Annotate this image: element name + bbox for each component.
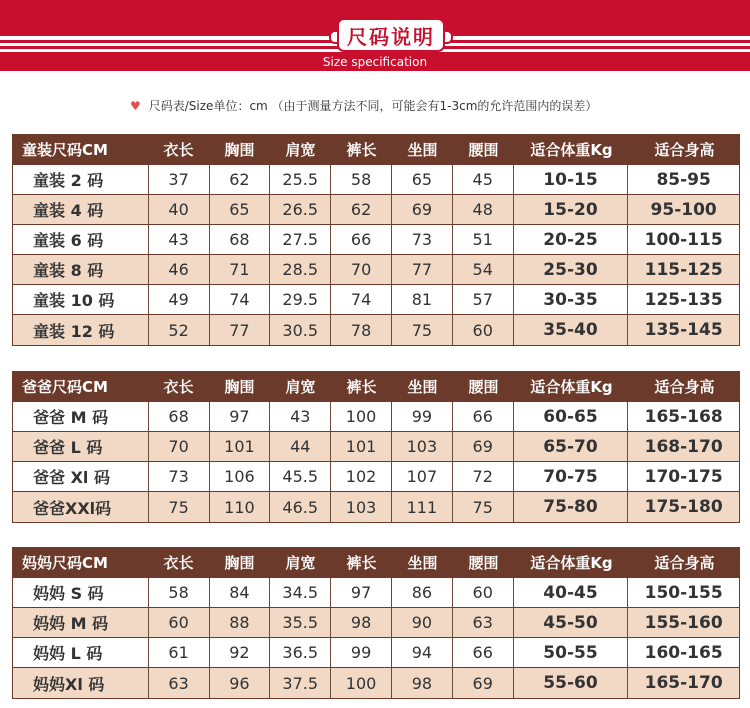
table-cell: 48 — [453, 195, 514, 225]
table-cell: 97 — [210, 402, 271, 432]
table-cell: 28.5 — [270, 255, 331, 285]
table-cell: 52 — [149, 315, 210, 345]
size-note-text: 尺码表/Size单位：cm （由于测量方法不同，可能会有1-3cm的允许范围内的误差） — [148, 99, 598, 113]
table-cell: 60 — [453, 578, 514, 608]
table-cell: 40 — [149, 195, 210, 225]
table-cell: 101 — [210, 432, 271, 462]
column-header: 裤长 — [346, 378, 377, 396]
column-header: 腰围 — [468, 554, 499, 572]
table-cell: 160-165 — [628, 638, 739, 668]
table-cell: 36.5 — [270, 638, 331, 668]
table-cell: 135-145 — [644, 320, 723, 340]
table-cell: 70-75 — [514, 462, 629, 492]
table-cell: 165-168 — [628, 402, 739, 432]
size-note — [130, 97, 730, 114]
table-cell: 43 — [149, 225, 210, 255]
table-row — [13, 402, 739, 432]
size-label-cell: 童装 10 码 — [13, 285, 149, 315]
table-cell: 65 — [392, 165, 453, 195]
column-header: 适合体重Kg — [530, 141, 613, 159]
column-header: 童装尺码CM — [22, 141, 108, 159]
column-header: 裤长 — [346, 141, 377, 159]
table-cell: 106 — [210, 462, 271, 492]
dad-size-table — [12, 371, 740, 523]
table-row — [13, 578, 739, 608]
table-cell: 66 — [331, 225, 392, 255]
table-cell: 97 — [331, 578, 392, 608]
table-cell: 165-170 — [644, 673, 723, 693]
column-header: 坐围 — [407, 141, 438, 159]
page-subtitle: Size specification — [322, 54, 428, 69]
table-cell: 110 — [210, 492, 271, 522]
table-cell: 75-80 — [514, 492, 629, 522]
size-label-cell: 妈妈 S 码 — [13, 578, 149, 608]
column-header: 肩宽 — [285, 554, 316, 572]
table-cell: 94 — [392, 638, 453, 668]
table-header-row — [12, 134, 740, 165]
table-cell: 66 — [453, 402, 514, 432]
table-cell: 101 — [331, 432, 392, 462]
table-cell: 92 — [210, 638, 271, 668]
table-cell: 102 — [331, 462, 392, 492]
table-row — [13, 492, 739, 522]
table-cell: 95-100 — [628, 195, 739, 225]
table-row — [13, 668, 739, 698]
table-row — [13, 315, 739, 345]
table-row — [13, 165, 739, 195]
table-cell: 170-175 — [628, 462, 739, 492]
column-header: 衣长 — [163, 378, 194, 396]
table-cell: 40-45 — [514, 578, 629, 608]
table-cell: 90 — [392, 608, 453, 638]
table-cell: 55-60 — [514, 668, 629, 698]
table-cell: 125-135 — [628, 285, 739, 315]
table-row — [13, 638, 739, 668]
table-cell: 34.5 — [270, 578, 331, 608]
table-cell: 74 — [331, 285, 392, 315]
table-cell: 98 — [392, 668, 453, 698]
column-header: 适合体重Kg — [530, 378, 613, 396]
column-header: 爸爸尺码CM — [22, 378, 108, 396]
table-cell: 103 — [331, 492, 392, 522]
table-cell: 84 — [210, 578, 271, 608]
table-cell: 62 — [331, 195, 392, 225]
table-cell: 69 — [453, 432, 514, 462]
title-badge — [337, 18, 445, 52]
table-cell: 25.5 — [270, 165, 331, 195]
table-cell: 107 — [392, 462, 453, 492]
table-cell: 175-180 — [644, 497, 723, 517]
table-cell: 100 — [331, 402, 392, 432]
table-cell: 44 — [270, 432, 331, 462]
table-cell: 60 — [149, 608, 210, 638]
table-body — [12, 165, 740, 346]
column-header: 肩宽 — [285, 378, 316, 396]
table-cell: 45-50 — [514, 608, 629, 638]
table-cell: 60-65 — [514, 402, 629, 432]
column-header: 胸围 — [224, 141, 255, 159]
heart-icon: ♥ — [130, 98, 141, 113]
table-cell: 66 — [453, 638, 514, 668]
column-header: 胸围 — [224, 378, 255, 396]
table-cell: 63 — [453, 608, 514, 638]
table-cell: 62 — [210, 165, 271, 195]
column-header: 妈妈尺码CM — [22, 554, 108, 572]
table-cell: 61 — [149, 638, 210, 668]
size-label-cell: 童装 4 码 — [13, 195, 149, 225]
table-cell: 155-160 — [628, 608, 739, 638]
size-label-cell: 妈妈Xl 码 — [13, 668, 149, 698]
column-header: 裤长 — [346, 554, 377, 572]
column-header: 适合身高 — [654, 141, 715, 159]
table-cell: 54 — [453, 255, 514, 285]
table-cell: 85-95 — [628, 165, 739, 195]
column-header: 适合身高 — [654, 554, 715, 572]
table-cell: 70 — [331, 255, 392, 285]
page-title: 尺码说明 — [347, 24, 435, 49]
table-cell: 99 — [331, 638, 392, 668]
table-cell: 30.5 — [270, 315, 331, 345]
table-cell: 10-15 — [514, 165, 629, 195]
size-label-cell: 童装 12 码 — [13, 315, 149, 345]
table-cell: 30-35 — [514, 285, 629, 315]
table-cell: 58 — [149, 578, 210, 608]
table-cell: 75 — [453, 492, 514, 522]
column-header: 适合体重Kg — [530, 554, 613, 572]
table-cell: 99 — [392, 402, 453, 432]
table-row — [13, 195, 739, 225]
table-cell: 15-20 — [514, 195, 629, 225]
table-cell: 100 — [331, 668, 392, 698]
table-cell: 57 — [453, 285, 514, 315]
table-cell: 35.5 — [270, 608, 331, 638]
table-cell: 20-25 — [514, 225, 629, 255]
table-body — [12, 578, 740, 699]
column-header: 衣长 — [163, 554, 194, 572]
table-cell: 75 — [149, 492, 210, 522]
table-cell: 73 — [392, 225, 453, 255]
table-cell: 50-55 — [514, 638, 629, 668]
table-cell: 68 — [210, 225, 271, 255]
table-cell: 103 — [392, 432, 453, 462]
table-cell: 115-125 — [628, 255, 739, 285]
table-cell: 45.5 — [270, 462, 331, 492]
table-row — [13, 255, 739, 285]
table-cell: 29.5 — [270, 285, 331, 315]
table-cell: 168-170 — [628, 432, 739, 462]
table-cell: 77 — [392, 255, 453, 285]
column-header: 腰围 — [468, 378, 499, 396]
kids-size-table — [12, 134, 740, 346]
table-cell: 65 — [210, 195, 271, 225]
table-cell: 96 — [210, 668, 271, 698]
size-label-cell: 童装 2 码 — [13, 165, 149, 195]
table-cell: 49 — [149, 285, 210, 315]
table-cell: 45 — [453, 165, 514, 195]
table-cell: 71 — [210, 255, 271, 285]
column-header: 胸围 — [224, 554, 255, 572]
table-row — [13, 432, 739, 462]
table-cell: 51 — [453, 225, 514, 255]
table-cell: 46 — [149, 255, 210, 285]
column-header: 坐围 — [407, 554, 438, 572]
table-cell: 27.5 — [270, 225, 331, 255]
table-cell: 63 — [149, 668, 210, 698]
table-cell: 88 — [210, 608, 271, 638]
table-cell: 68 — [149, 402, 210, 432]
table-cell: 111 — [392, 492, 453, 522]
table-cell: 73 — [149, 462, 210, 492]
size-label-cell: 妈妈 L 码 — [13, 638, 149, 668]
table-cell: 70 — [149, 432, 210, 462]
size-label-cell: 爸爸 M 码 — [13, 402, 149, 432]
table-header-row — [12, 547, 740, 578]
table-row — [13, 225, 739, 255]
table-cell: 69 — [392, 195, 453, 225]
table-cell: 75 — [392, 315, 453, 345]
table-cell: 65-70 — [514, 432, 629, 462]
table-cell: 81 — [392, 285, 453, 315]
column-header: 腰围 — [468, 141, 499, 159]
mom-size-table — [12, 547, 740, 699]
table-cell: 37.5 — [270, 668, 331, 698]
table-row — [13, 462, 739, 492]
size-label-cell: 爸爸 Xl 码 — [13, 462, 149, 492]
table-body — [12, 402, 740, 523]
table-cell: 35-40 — [514, 315, 629, 345]
table-cell: 86 — [392, 578, 453, 608]
table-row — [13, 608, 739, 638]
size-label-cell: 爸爸 L 码 — [13, 432, 149, 462]
table-cell: 72 — [453, 462, 514, 492]
table-cell: 98 — [331, 608, 392, 638]
size-label-cell: 童装 6 码 — [13, 225, 149, 255]
table-row — [13, 285, 739, 315]
table-cell: 69 — [453, 668, 514, 698]
table-cell: 58 — [331, 165, 392, 195]
table-cell: 25-30 — [514, 255, 629, 285]
table-header-row — [12, 371, 740, 402]
column-header: 肩宽 — [285, 141, 316, 159]
table-cell: 150-155 — [628, 578, 739, 608]
table-cell: 100-115 — [628, 225, 739, 255]
table-cell: 74 — [210, 285, 271, 315]
column-header: 衣长 — [163, 141, 194, 159]
size-label-cell: 童装 8 码 — [13, 255, 149, 285]
table-cell: 77 — [210, 315, 271, 345]
table-cell: 60 — [453, 315, 514, 345]
table-cell: 37 — [149, 165, 210, 195]
size-label-cell: 妈妈 M 码 — [13, 608, 149, 638]
table-cell: 43 — [270, 402, 331, 432]
column-header: 适合身高 — [654, 378, 715, 396]
size-label-cell: 爸爸XXl码 — [13, 492, 149, 522]
table-cell: 78 — [331, 315, 392, 345]
table-cell: 26.5 — [270, 195, 331, 225]
table-cell: 46.5 — [270, 492, 331, 522]
column-header: 坐围 — [407, 378, 438, 396]
